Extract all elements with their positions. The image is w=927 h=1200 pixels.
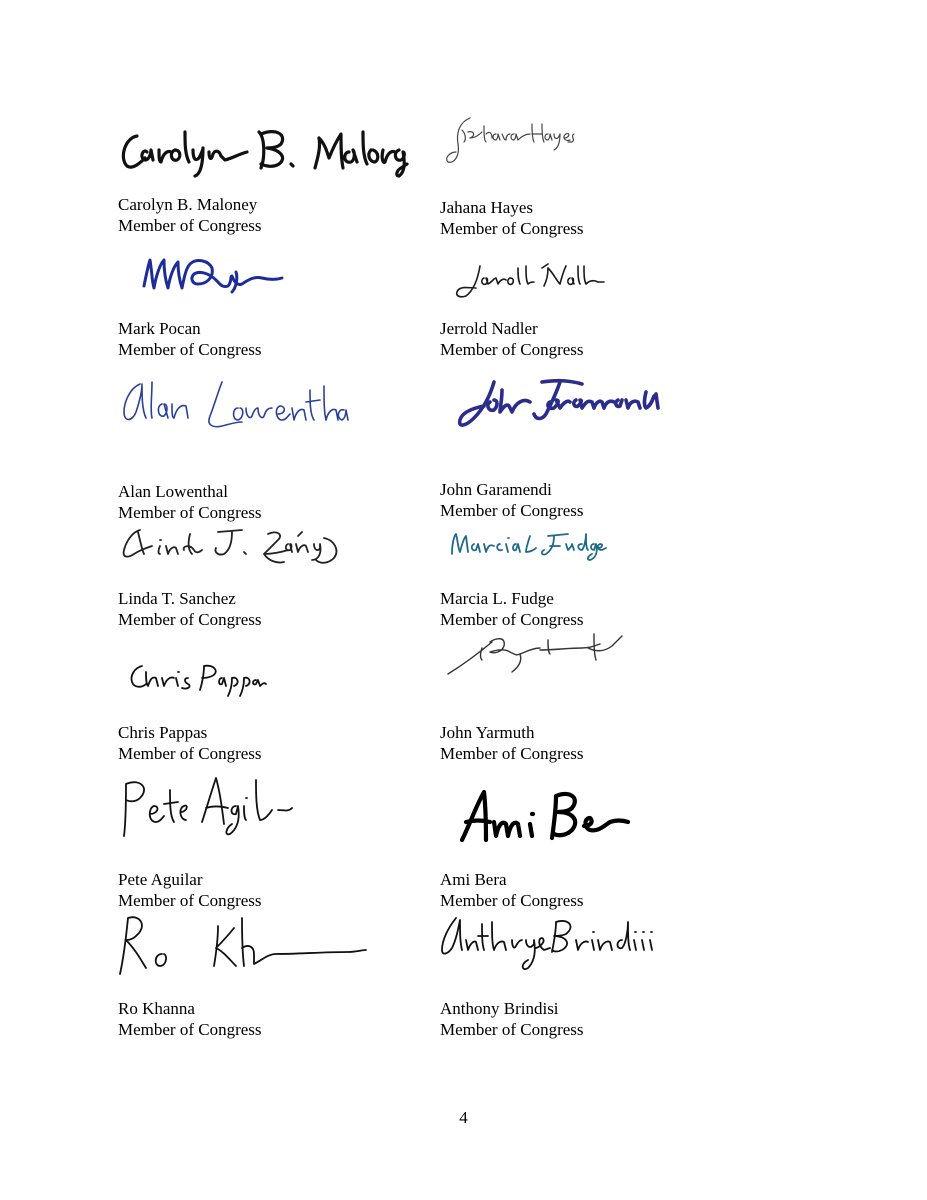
signer-name: Pete Aguilar	[118, 870, 203, 889]
signature-stroke	[452, 534, 536, 554]
signature-nadler	[448, 258, 608, 304]
signer-title: Member of Congress	[440, 610, 584, 629]
signer-title: Member of Congress	[440, 340, 584, 359]
signature-stroke	[202, 778, 292, 834]
signature-brindisi	[438, 910, 668, 976]
signature-stroke	[124, 782, 187, 836]
signer-title: Member of Congress	[440, 501, 584, 520]
signature-stroke	[540, 634, 622, 660]
signature-stroke	[542, 264, 604, 286]
signature-maloney	[115, 118, 415, 178]
signature-stroke	[209, 382, 348, 427]
signer-block-brindisi	[440, 998, 584, 1040]
signer-name: John Garamendi	[440, 480, 552, 499]
signature-stroke	[457, 266, 534, 297]
signature-stroke	[447, 118, 530, 162]
signature-stroke	[315, 132, 407, 176]
signature-stroke	[542, 534, 606, 560]
signer-block-aguilar	[118, 869, 262, 911]
signer-block-lowenthal	[118, 481, 262, 523]
signature-stroke	[124, 530, 202, 557]
signature-stroke	[124, 382, 188, 420]
signer-block-yarmuth	[440, 722, 584, 764]
signer-block-maloney	[118, 194, 262, 236]
signature-stroke	[215, 530, 246, 555]
signature-stroke	[462, 792, 533, 840]
signature-yarmuth	[444, 626, 624, 678]
signature-stroke	[264, 532, 336, 563]
signature-stroke	[131, 666, 189, 689]
signature-stroke	[536, 921, 652, 952]
signature-stroke	[460, 382, 530, 425]
signer-name: Marcia L. Fudge	[440, 589, 554, 608]
signer-name: Linda T. Sanchez	[118, 589, 236, 608]
signer-name: Ro Khanna	[118, 999, 195, 1018]
signer-name: Alan Lowenthal	[118, 482, 228, 501]
signature-aguilar	[112, 770, 302, 840]
signature-lowenthal	[118, 372, 348, 434]
signer-name: Anthony Brindisi	[440, 999, 559, 1018]
signer-title: Member of Congress	[118, 744, 262, 763]
signature-stroke	[442, 918, 535, 969]
signer-title: Member of Congress	[440, 744, 584, 763]
page-number: 4	[459, 1108, 468, 1127]
signer-name: John Yarmuth	[440, 723, 535, 742]
signer-title: Member of Congress	[118, 891, 262, 910]
signer-name: Mark Pocan	[118, 319, 201, 338]
signer-block-khanna	[118, 998, 262, 1040]
signer-title: Member of Congress	[118, 1020, 262, 1039]
signer-block-hayes	[440, 197, 584, 239]
signer-block-nadler	[440, 318, 584, 360]
signature-stroke	[144, 260, 282, 288]
signer-block-bera	[440, 869, 584, 911]
signature-bera	[456, 782, 636, 848]
signature-stroke	[552, 794, 628, 838]
signer-block-pappas	[118, 722, 262, 764]
signer-title: Member of Congress	[440, 1020, 584, 1039]
signature-garamendi	[450, 372, 660, 432]
signer-name: Jerrold Nadler	[440, 319, 538, 338]
signer-block-sanchez	[118, 588, 262, 630]
signature-stroke	[120, 917, 166, 974]
signer-name: Jahana Hayes	[440, 198, 533, 217]
signature-stroke	[259, 132, 293, 168]
signer-block-garamendi	[440, 479, 584, 521]
signer-title: Member of Congress	[118, 503, 262, 522]
signer-name: Chris Pappas	[118, 723, 208, 742]
signature-stroke	[448, 639, 540, 674]
signature-stroke	[534, 381, 658, 419]
signer-title: Member of Congress	[118, 340, 262, 359]
signature-stroke	[123, 132, 247, 176]
signature-stroke	[214, 918, 366, 966]
signer-title: Member of Congress	[118, 610, 262, 629]
signer-name: Ami Bera	[440, 870, 507, 889]
signature-pappas	[128, 658, 268, 698]
signature-stroke	[532, 124, 574, 150]
signature-hayes	[440, 112, 580, 167]
signer-title: Member of Congress	[440, 891, 584, 910]
signer-block-fudge	[440, 588, 584, 630]
signature-pocan	[136, 248, 286, 298]
signature-stroke	[200, 666, 266, 696]
signer-block-pocan	[118, 318, 262, 360]
signature-khanna	[112, 908, 372, 978]
signer-title: Member of Congress	[118, 216, 262, 235]
signer-name: Carolyn B. Maloney	[118, 195, 258, 214]
signature-fudge	[446, 526, 606, 566]
signer-title: Member of Congress	[440, 219, 584, 238]
signature-sanchez	[118, 520, 348, 568]
